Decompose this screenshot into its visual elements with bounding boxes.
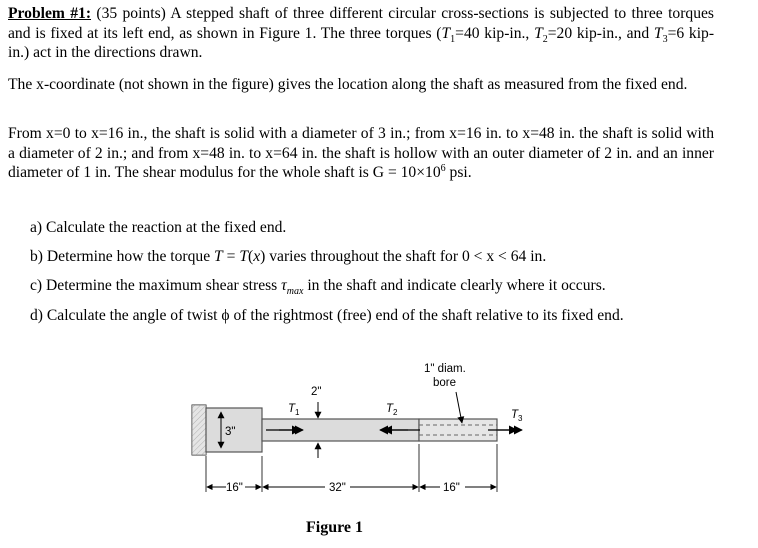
problem-statement: Problem #1: (35 points) A stepped shaft of three different circular cross-sections is subjected to three torques and is fixed at its left end, as shown in Figure 1. The three torques ($T_1=40$ kip-in., $T_2=20$ kip-in., and $T_3=6$ kip-in.) act in the directions drawn.: [8, 5, 715, 62]
label-t3: $T_3$: [511, 409, 523, 423]
question-c-post: in the shaft and indicate clearly where it occurs.: [307, 277, 606, 294]
dim-32-label: 32": [329, 482, 346, 494]
question-a: a) Calculate the reaction at the fixed end.: [30, 219, 287, 236]
shear-modulus-exponent: 6: [440, 163, 446, 174]
label-bore-line2: bore: [433, 377, 457, 389]
question-c-pre: c) Determine the maximum shear stress: [30, 277, 278, 294]
question-b: b) Determine how the torque T = T(x) varies throughout the shaft for 0 < x < 64 in.: [30, 248, 547, 265]
label-t2: $T_2$: [386, 403, 398, 417]
t3-value: =6 kip-in.) act in the directions drawn.: [8, 24, 715, 62]
question-c: c) Determine the maximum shear stress $\tau_{max}$ in the shaft and indicate clearly where it occurs.: [30, 277, 606, 298]
bore-arrow: [456, 392, 462, 423]
t2-value: =20 kip-in., and: [547, 24, 650, 42]
figure-caption: Figure 1: [306, 519, 364, 536]
question-b-post: varies throughout the shaft for 0 < x < 64 in.: [269, 248, 547, 265]
label-bore-line1: 1" diam.: [424, 363, 466, 375]
label-3in: 3": [225, 426, 236, 438]
x-coordinate-note: The x-coordinate (not shown in the figure) gives the location along the shaft as measured from the fixed end.: [8, 76, 688, 93]
shaft-description-end: psi.: [445, 164, 472, 182]
label-t1: $T_1$: [288, 403, 300, 417]
problem-text: (35 points) A stepped shaft of three different circular cross-sections is subjected to three torques and is fixed at its left end, as shown in Figure 1. The three torques (: [8, 5, 714, 42]
question-d: d) Calculate the angle of twist ϕ of the rightmost (free) end of the shaft relative to its fixed end.: [30, 307, 624, 324]
dim-16-left-label: 16": [226, 482, 243, 494]
question-b-pre: b) Determine how the torque: [30, 248, 211, 265]
t1-value: =40 kip-in.,: [455, 24, 530, 42]
shaft-description-text: From x=0 to x=16 in., the shaft is solid with a diameter of 3 in.; from x=16 in. to x=48 in. the shaft is solid with a diameter of 2 in.; and from x=48 in. to x=64 in. the shaft is hollow with an outer diameter of 2 in. and an inner diameter of 1 in. The shear modulus for the whole shaft is G = 10×10: [8, 125, 714, 182]
shaft-segment-hollow: [419, 419, 497, 441]
label-2in: 2": [311, 386, 322, 398]
dim-16-right-label: 16": [443, 482, 460, 494]
problem-heading: Problem #1:: [8, 5, 92, 22]
